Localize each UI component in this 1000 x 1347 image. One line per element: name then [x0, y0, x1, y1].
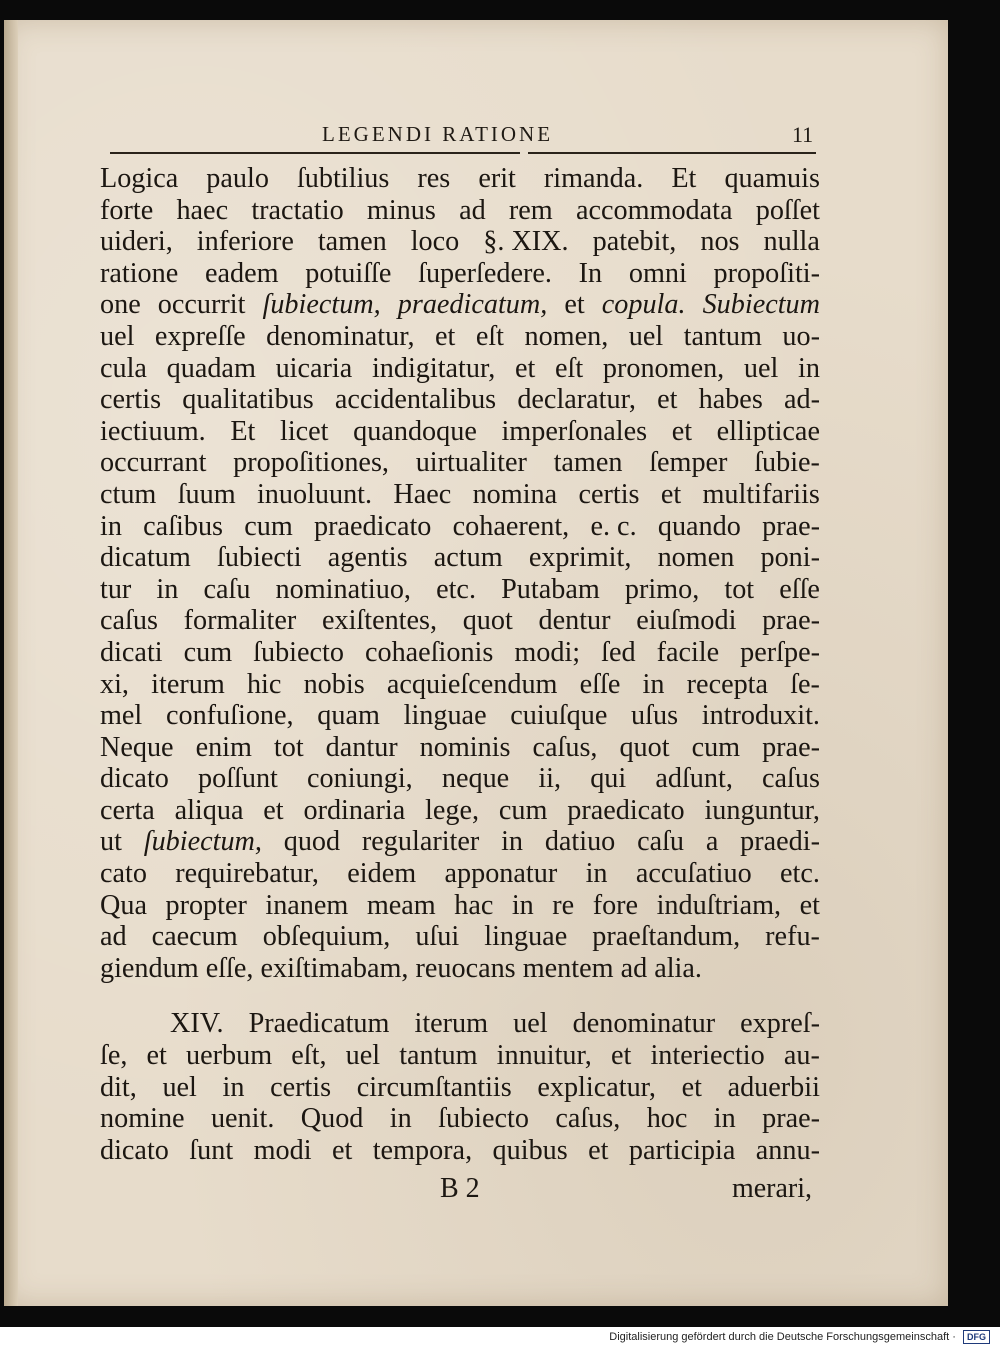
- word: explicatur,: [537, 1071, 656, 1103]
- word: uicaria: [275, 352, 353, 384]
- word: dentur: [538, 605, 611, 637]
- word: dicato: [100, 763, 169, 795]
- word: eſſe,: [205, 952, 254, 984]
- word: certis: [100, 384, 162, 416]
- word: prae-: [762, 1103, 820, 1135]
- digitization-credit: [0, 1327, 990, 1347]
- word: iectiuum.: [100, 415, 206, 447]
- word: nomen,: [524, 320, 609, 352]
- word: imperſonales: [501, 415, 648, 447]
- word: tantum: [683, 320, 762, 352]
- word: poni-: [760, 542, 820, 574]
- text-line: [100, 795, 820, 827]
- word: uirtualiter: [415, 447, 527, 479]
- word: certis: [578, 478, 640, 510]
- text-line: [100, 1103, 820, 1135]
- word: obſequium,: [262, 921, 391, 953]
- text-line: [100, 353, 820, 385]
- word: caſu: [637, 826, 685, 858]
- paragraph-1: [100, 163, 820, 984]
- word: ſe-: [790, 668, 820, 700]
- word: linguae: [484, 921, 568, 953]
- word: ſubiecto: [438, 1103, 529, 1135]
- word: et: [435, 320, 456, 352]
- word: cula: [100, 352, 147, 384]
- word: certa: [100, 794, 155, 826]
- word: tot: [724, 573, 755, 605]
- word: nobis: [303, 668, 365, 700]
- word: eſſe: [579, 668, 621, 700]
- word: in: [501, 826, 524, 858]
- word: copula.: [601, 289, 686, 321]
- word: certis: [270, 1071, 332, 1103]
- word: propoſitiones,: [233, 447, 389, 479]
- word: Subiectum: [702, 289, 820, 321]
- word: formaliter: [183, 605, 297, 637]
- word: Qua: [100, 889, 147, 921]
- word: inferiore: [196, 226, 294, 258]
- word: poſſunt: [198, 763, 278, 795]
- word: prae-: [762, 510, 820, 542]
- word: tamen: [553, 447, 623, 479]
- word: in: [642, 668, 665, 700]
- word: e. c.: [590, 510, 637, 542]
- word: uel: [513, 1008, 548, 1040]
- word: et: [588, 1134, 609, 1166]
- word: habes: [698, 384, 763, 416]
- word: et: [514, 352, 536, 384]
- word: licet: [280, 415, 329, 447]
- word: rimanda.: [543, 163, 644, 194]
- text-line: [100, 258, 820, 290]
- word: aduerbii: [727, 1071, 820, 1103]
- word: tur: [100, 573, 132, 605]
- word: tractatio: [251, 194, 344, 226]
- word: nominatiuo,: [275, 573, 411, 605]
- word: nomina: [472, 478, 558, 510]
- text-line: [100, 763, 820, 795]
- word: eidem: [347, 858, 417, 890]
- text-line: [100, 163, 820, 195]
- word: participia: [628, 1134, 736, 1166]
- word: Haec: [393, 478, 452, 510]
- text-line: [100, 1040, 820, 1072]
- word: Et: [671, 163, 697, 194]
- catchword: merari,: [731, 1173, 812, 1204]
- dfg-logo: DFG: [963, 1330, 990, 1344]
- word: eſſe: [779, 573, 820, 605]
- word: uſus: [631, 700, 679, 732]
- word: expreſ-: [740, 1008, 820, 1040]
- word: inanem: [265, 889, 349, 921]
- text-line: [100, 447, 820, 479]
- word: ſubiecto: [253, 636, 344, 668]
- word: praedicatum,: [397, 289, 548, 321]
- word: In: [578, 257, 603, 289]
- word: pronomen,: [602, 352, 725, 384]
- word: iterum: [151, 668, 225, 700]
- word: exiſtentes,: [321, 605, 438, 637]
- word: eiuſmodi: [636, 605, 737, 637]
- word: acquieſcendum: [386, 668, 558, 700]
- word: propoſiti-: [713, 257, 820, 289]
- word: ſunt: [189, 1134, 234, 1166]
- word: introduxit.: [701, 700, 820, 732]
- word: datiuo: [544, 826, 616, 858]
- text-line: [100, 511, 820, 543]
- word: ſubtilius: [296, 163, 390, 194]
- word: Et: [230, 415, 256, 447]
- word: uideri,: [100, 226, 173, 258]
- word: giendum: [100, 952, 199, 984]
- word: Putabam: [501, 573, 600, 605]
- word: aliqua: [174, 794, 244, 826]
- word: in: [100, 510, 122, 542]
- word: exprimit,: [528, 542, 632, 574]
- word: primo,: [624, 573, 700, 605]
- word: et: [657, 384, 678, 416]
- word: in: [222, 1071, 245, 1103]
- word: uenit.: [210, 1103, 275, 1135]
- word: quibus: [492, 1134, 568, 1166]
- text-line: [100, 953, 820, 985]
- word: dicati: [100, 636, 163, 668]
- word: et: [263, 794, 284, 826]
- word: patebit,: [592, 226, 677, 258]
- word: quadam: [166, 352, 256, 384]
- word: Neque: [100, 731, 174, 763]
- word: adſunt,: [655, 763, 733, 795]
- word: meam: [366, 889, 436, 921]
- word: quot: [462, 605, 513, 637]
- word: in: [156, 573, 179, 605]
- word: eſt: [555, 352, 584, 384]
- word: eſt,: [291, 1040, 327, 1072]
- word: actum: [433, 542, 503, 574]
- text-line: [100, 1008, 820, 1040]
- word: declaratur,: [517, 384, 636, 416]
- word: caſus,: [532, 731, 598, 763]
- word: ad-: [783, 384, 820, 416]
- word: paulo: [206, 163, 269, 194]
- word: ſemper: [649, 447, 728, 479]
- word: ſubie-: [754, 447, 820, 479]
- word: omni: [628, 257, 687, 289]
- word: quod: [283, 826, 341, 858]
- word: facile: [656, 636, 720, 668]
- word: uel: [162, 1071, 197, 1103]
- word: cohaeſionis: [364, 636, 494, 668]
- text-line: [100, 921, 820, 953]
- word: hac: [454, 889, 494, 921]
- word: Praedicatum: [248, 1008, 390, 1040]
- word: ſed: [601, 636, 636, 668]
- word: occurrant: [100, 447, 207, 479]
- word: alia.: [654, 952, 702, 984]
- word: uſui: [415, 921, 460, 953]
- word: rem: [508, 194, 553, 226]
- text-line: [100, 289, 820, 321]
- word: confuſione,: [165, 700, 294, 732]
- word: quam: [317, 700, 380, 732]
- word: denominatur: [572, 1008, 716, 1040]
- word: inuoluunt.: [256, 478, 373, 510]
- word: XIV.: [170, 1008, 224, 1040]
- word: erit: [478, 163, 516, 194]
- text-line: [100, 732, 820, 764]
- word: potuiſſe: [305, 257, 392, 289]
- word: etc.: [780, 858, 820, 890]
- word: modi;: [514, 636, 581, 668]
- word: praedicato: [314, 510, 432, 542]
- word: mentem: [522, 952, 614, 984]
- word: et: [564, 289, 585, 321]
- word: uel: [743, 352, 779, 384]
- word: in: [389, 1103, 412, 1135]
- word: denominatur,: [266, 320, 415, 352]
- signature-mark: B 2: [440, 1173, 480, 1204]
- text-line: [100, 321, 820, 353]
- text-line: [100, 1135, 820, 1167]
- word: ſubiectum,: [262, 289, 381, 321]
- text-line: [100, 1072, 820, 1104]
- text-line: [100, 826, 820, 858]
- page-number: 11: [792, 122, 814, 147]
- word: ctum: [100, 478, 157, 510]
- word: etc.: [436, 573, 476, 605]
- word: haec: [176, 194, 229, 226]
- word: refu-: [765, 921, 820, 953]
- word: in: [585, 858, 608, 890]
- word: §. XIX.: [483, 226, 569, 258]
- head-rule-left: [110, 152, 520, 154]
- word: au-: [783, 1040, 820, 1072]
- word: et: [146, 1040, 167, 1072]
- word: poſſet: [755, 194, 820, 226]
- word: innuitur,: [496, 1040, 592, 1072]
- word: uel: [345, 1040, 381, 1072]
- word: ii,: [538, 763, 562, 795]
- word: uo-: [782, 320, 820, 352]
- word: quot: [619, 731, 670, 763]
- word: iunguntur,: [704, 794, 820, 826]
- word: apponatur: [444, 858, 558, 890]
- credit-text: Digitalisierung gefördert durch die Deutsche Forschungsgemeinschaft ·: [609, 1331, 956, 1343]
- word: dit,: [100, 1071, 137, 1103]
- word: et: [660, 478, 682, 510]
- text-line: [100, 669, 820, 701]
- word: ellipticae: [716, 415, 820, 447]
- word: tot: [273, 731, 304, 763]
- word: prae-: [762, 605, 820, 637]
- word: cohaerent,: [452, 510, 570, 542]
- word: ad: [100, 921, 127, 953]
- word: multifariis: [702, 478, 820, 510]
- word: induſtriam,: [656, 889, 782, 921]
- word: quandoque: [353, 415, 477, 447]
- word: ut: [100, 826, 122, 858]
- word: et: [799, 889, 820, 921]
- word: qualitatibus: [182, 384, 314, 416]
- word: in: [511, 889, 534, 921]
- page-footer: [100, 1173, 820, 1207]
- text-line: [100, 479, 820, 511]
- word: qui: [590, 763, 627, 795]
- word: Quod: [300, 1103, 364, 1135]
- word: perſpe-: [740, 636, 820, 668]
- word: ordinaria: [303, 794, 406, 826]
- word: ſuum: [177, 478, 236, 510]
- word: tempora,: [372, 1134, 473, 1166]
- word: caſus,: [555, 1103, 621, 1135]
- text-line: [100, 700, 820, 732]
- word: prae-: [762, 731, 820, 763]
- word: ſubiecti: [217, 542, 302, 574]
- word: xi,: [100, 668, 129, 700]
- word: regulariter: [361, 826, 480, 858]
- word: uel: [100, 320, 135, 352]
- word: coniungi,: [307, 763, 413, 795]
- word: praeſtandum,: [592, 921, 741, 953]
- word: iterum: [414, 1008, 489, 1040]
- word: modi: [253, 1134, 312, 1166]
- text-line: [100, 195, 820, 227]
- word: nominis: [419, 731, 511, 763]
- word: caſus: [762, 763, 820, 795]
- word: res: [417, 163, 451, 194]
- word: tamen: [317, 226, 387, 258]
- word: a: [705, 826, 719, 858]
- word: in: [798, 352, 820, 384]
- word: minus: [366, 194, 436, 226]
- word: hic: [246, 668, 282, 700]
- word: cum: [691, 731, 741, 763]
- word: nos: [700, 226, 740, 258]
- word: annu-: [755, 1134, 820, 1166]
- word: ad: [459, 194, 486, 226]
- word: neque: [441, 763, 510, 795]
- text-line: [100, 858, 820, 890]
- word: caſibus: [143, 510, 224, 542]
- word: accommodata: [575, 194, 733, 226]
- page-binding-edge: [4, 20, 18, 1306]
- word: nomine: [100, 1103, 185, 1135]
- word: dicatum: [100, 542, 191, 574]
- word: caſu: [203, 573, 251, 605]
- word: mel: [100, 700, 143, 732]
- word: Logica: [100, 163, 179, 194]
- word: caſus: [100, 605, 158, 637]
- word: linguae: [403, 700, 487, 732]
- word: lege,: [425, 794, 480, 826]
- word: ſubiectum,: [143, 826, 262, 858]
- word: propter: [165, 889, 247, 921]
- word: exiſtimabam,: [260, 952, 409, 984]
- word: ſuperſedere.: [418, 257, 552, 289]
- word: cum: [244, 510, 293, 542]
- word: tantum: [399, 1040, 478, 1072]
- word: loco: [410, 226, 460, 258]
- word: nomen: [657, 542, 735, 574]
- word: reuocans: [415, 952, 516, 984]
- word: forte: [100, 194, 154, 226]
- word: eſt: [475, 320, 505, 352]
- word: one: [100, 289, 141, 321]
- word: cuiuſque: [510, 700, 608, 732]
- word: enim: [195, 731, 252, 763]
- word: caecum: [151, 921, 238, 953]
- word: requirebatur,: [175, 858, 319, 890]
- text-line: [100, 226, 820, 258]
- word: occurrit: [157, 289, 246, 321]
- word: agentis: [327, 542, 408, 574]
- word: praedi-: [740, 826, 820, 858]
- text-line: [100, 416, 820, 448]
- word: indigitatur,: [371, 352, 496, 384]
- word: hoc: [646, 1103, 688, 1135]
- paragraph-2: [100, 1008, 820, 1166]
- running-head: LEGENDI RATIONE: [322, 122, 554, 146]
- text-line: [100, 605, 820, 637]
- word: et: [671, 415, 693, 447]
- word: cum: [498, 794, 548, 826]
- word: quamuis: [724, 163, 820, 194]
- word: accidentalibus: [334, 384, 497, 416]
- word: praedicato: [567, 794, 685, 826]
- word: eadem: [204, 257, 279, 289]
- word: fore: [592, 889, 639, 921]
- word: circumſtantiis: [356, 1071, 512, 1103]
- word: ratione: [100, 257, 179, 289]
- word: et: [331, 1134, 353, 1166]
- word: et: [681, 1071, 702, 1103]
- word: ad: [620, 952, 648, 984]
- text-line: [100, 574, 820, 606]
- book-page: [4, 20, 948, 1306]
- paragraph-gap: [100, 984, 820, 1008]
- word: in: [713, 1103, 736, 1135]
- word: nulla: [763, 226, 820, 258]
- word: expreſſe: [154, 320, 246, 352]
- word: interiectio: [650, 1040, 765, 1072]
- text-line: [100, 542, 820, 574]
- text-line: [100, 890, 820, 922]
- word: et: [610, 1040, 632, 1072]
- word: dicato: [100, 1134, 169, 1166]
- head-rule-right: [528, 152, 816, 154]
- text-line: [100, 637, 820, 669]
- word: uel: [628, 320, 664, 352]
- word: quando: [657, 510, 741, 542]
- word: cum: [183, 636, 233, 668]
- word: uerbum: [186, 1040, 273, 1072]
- word: dantur: [325, 731, 398, 763]
- body-text: [100, 163, 820, 1166]
- word: ſe,: [100, 1040, 128, 1072]
- word: recepta: [686, 668, 769, 700]
- word: accuſatiuo: [635, 858, 752, 890]
- text-line: [100, 384, 820, 416]
- word: re: [552, 889, 575, 921]
- word: cato: [100, 858, 147, 890]
